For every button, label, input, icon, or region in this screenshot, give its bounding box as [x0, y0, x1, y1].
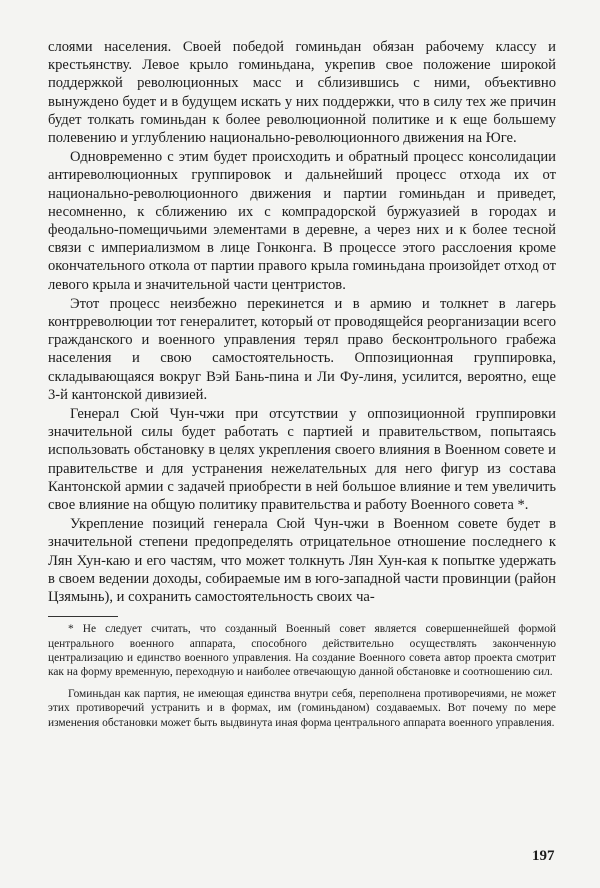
paragraph-1: слоями населения. Своей победой гоминьдан обязан рабочему классу и крестьянству. Левое крыло гоминьдана, укрепив свое положение широкой поддержкой революционных масс и сблизившись с ними, объективно вынуждено будет и в будущем искать у них поддержки, что в силу тех же причин будет толкать гоминьдан к более революционной политике и к еще большему полевению и углублению национально-революционного движения на Юге. — [48, 39, 556, 147]
paragraph-5: Укрепление позиций генерала Сюй Чун-чжи в Военном совете будет в значительной степени предопределять отрицательное отношение последнего к Лян Хун-каю и его частям, что может толкнуть Лян Хун-кая к попытке удержать в своем ведении доходы, собираемые им в юго-западной части провинции (район Цзямынь), и сохранить самостоятельность своих ча- — [48, 516, 556, 606]
paragraph-4: Генерал Сюй Чун-чжи при отсутствии у оппозиционной группировки значительной силы будет работать с партией и правительством, попытаясь использовать обстановку в целях укрепления своего влияния в Военном совете и правительстве и для устранения нежелательных для него фигур из состава Кантонской армии с задачей приобрести в ней большое влияние и тем увеличить свое влияние на общую политику правительства и работу Военного совета *. — [48, 406, 556, 514]
footnotes — [48, 622, 556, 729]
footnote-separator — [48, 616, 118, 617]
page-number: 197 — [532, 848, 555, 864]
footnote-1: * Не следует считать, что созданный Военный совет является совершеннейшей формой центрального военного аппарата, способного действительно осуществлять законченную централизацию и единство военного управления. На создание Военного совета автор проекта смотрит как на форму временную, переходную и наиболее отвечающую данной обстановке и соотношению сил. — [48, 623, 556, 678]
paragraph-2: Одновременно с этим будет происходить и обратный процесс консолидации антиреволюционных группировок и дальнейший процесс отхода их от национально-революционного движения и партии гоминьдан и приведет, несомненно, к сближению их с компрадорской буржуазией в городах и феодально-помещичьими элементами в деревне, а через них и к более тесной связи с империализмом в лице Гонконга. В процессе этого расслоения кроме окончательного откола от партии правого крыла гоминьдана произойдет отход от левого крыла и значительной части центристов. — [48, 149, 556, 293]
paragraph-3: Этот процесс неизбежно перекинется и в армию и толкнет в лагерь контрреволюции тот генералитет, который от проводящейся реорганизации всего гражданского и военного управления терял право бесконтрольного грабежа населения и свою самостоятельность. Оппозиционная группировка, складывающаяся вокруг Вэй Бань-пина и Ли Фу-линя, усилится, вероятно, еще 3-й кантонской дивизией. — [48, 295, 556, 403]
main-text — [48, 38, 556, 606]
footnote-2: Гоминьдан как партия, не имеющая единства внутри себя, переполнена противоречиями, не может этих противоречий устранить и в формах, им (гоминьданом) создаваемых. Вот почему по мере изменения обстановки может быть выдвинута иная форма центрального аппарата военного управления. — [48, 688, 556, 729]
page-content — [48, 38, 556, 730]
